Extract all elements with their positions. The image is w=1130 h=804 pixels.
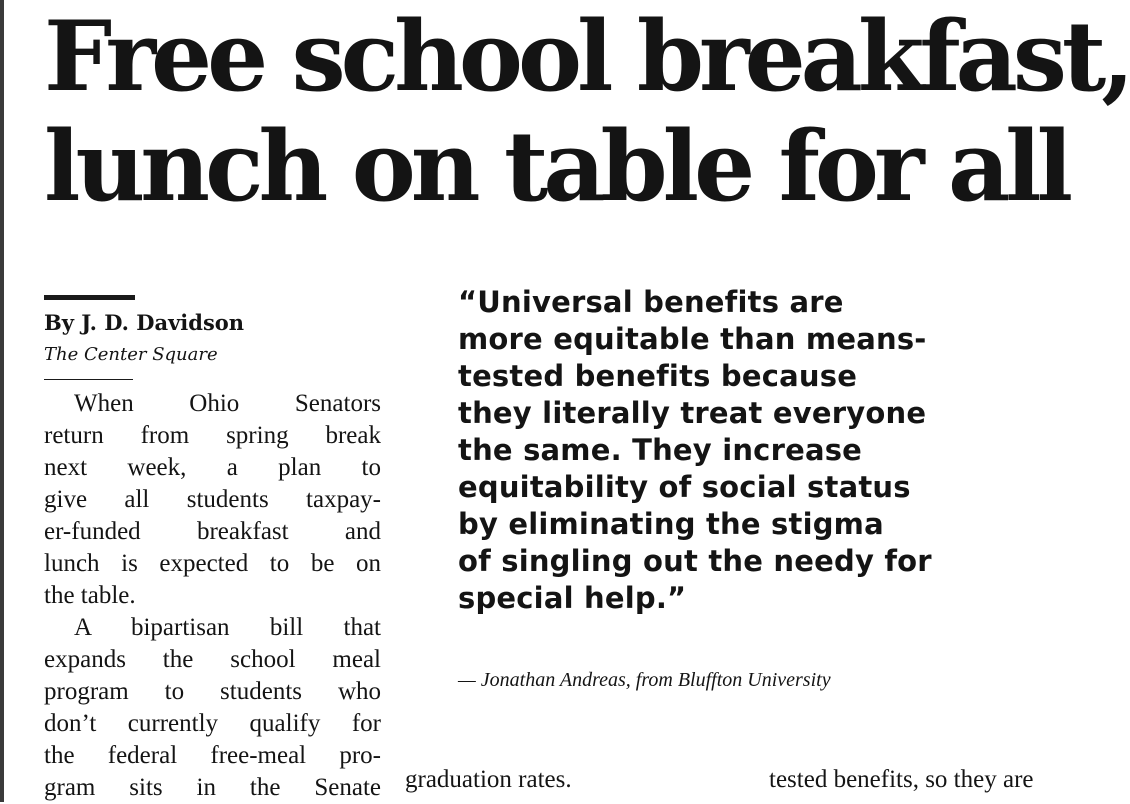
byline-source: The Center Square bbox=[44, 344, 218, 365]
article-column-1 bbox=[44, 388, 381, 804]
page-edge bbox=[0, 0, 4, 802]
body-line: expands the school meal bbox=[44, 646, 381, 673]
pull-quote-line: special help.” bbox=[458, 581, 687, 615]
body-line: next week, a plan to bbox=[44, 454, 381, 481]
body-line: the federal free-meal pro- bbox=[44, 742, 381, 769]
headline bbox=[44, 0, 1130, 223]
body-line: When Ohio Senators bbox=[74, 390, 381, 417]
pull-quote bbox=[458, 284, 1118, 617]
pull-quote-line: of singling out the needy for bbox=[458, 544, 932, 578]
pull-quote-line: they literally treat everyone bbox=[458, 396, 927, 430]
pull-quote-line: equitability of social status bbox=[458, 470, 911, 504]
byline: By J. D. Davidson bbox=[44, 310, 245, 335]
body-line: lunch is expected to be on bbox=[44, 550, 381, 577]
body-line: don’t currently qualify for bbox=[44, 710, 381, 737]
pull-quote-attribution: — Jonathan Andreas, from Bluffton University bbox=[458, 669, 831, 691]
column-3-fragment: tested benefits, so they are bbox=[769, 766, 1034, 793]
byline-rule bbox=[44, 295, 135, 300]
body-line: er-funded breakfast and bbox=[44, 518, 381, 545]
pull-quote-line: “Universal benefits are bbox=[458, 285, 844, 319]
body-line: the table. bbox=[44, 582, 136, 609]
pull-quote-line: tested benefits because bbox=[458, 359, 858, 393]
headline-line-2: lunch on table for all bbox=[44, 110, 1069, 223]
pull-quote-line: by eliminating the stigma bbox=[458, 507, 884, 541]
headline-line-1: Free school breakfast, bbox=[44, 0, 1130, 113]
body-line: program to students who bbox=[44, 678, 381, 705]
body-line: give all students taxpay- bbox=[44, 486, 381, 513]
source-rule bbox=[44, 379, 133, 380]
body-line: return from spring break bbox=[44, 422, 381, 449]
pull-quote-line: more equitable than means- bbox=[458, 322, 927, 356]
pull-quote-line: the same. They increase bbox=[458, 433, 863, 467]
column-2-fragment: graduation rates. bbox=[405, 766, 572, 793]
body-line: A bipartisan bill that bbox=[74, 614, 381, 641]
body-line: gram sits in the Senate bbox=[44, 774, 381, 801]
